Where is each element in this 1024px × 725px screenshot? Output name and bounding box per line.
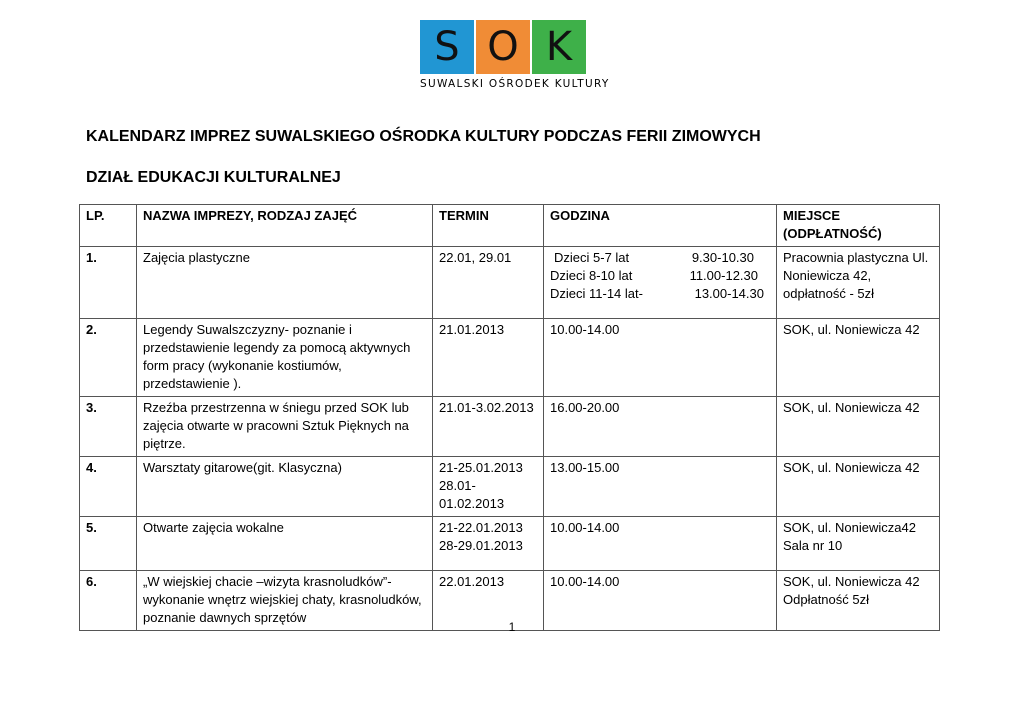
row-place: SOK, ul. Noniewicza 42 — [777, 319, 940, 397]
row-lp: 5. — [80, 517, 137, 571]
row-hour: 10.00-14.00 — [544, 319, 777, 397]
hour-line — [550, 285, 770, 303]
document-subtitle: DZIAŁ EDUKACJI KULTURALNEJ — [86, 169, 341, 186]
logo-letters — [420, 20, 588, 74]
hour-line — [550, 267, 770, 285]
page-number: 1 — [508, 620, 516, 634]
row-place: SOK, ul. Noniewicza42 Sala nr 10 — [777, 517, 940, 571]
row-name: „W wiejskiej chacie –wizyta krasnoludków”- wykonanie wnętrz wiejskiej chaty, krasnoludków, poznanie dawnych sprzętów — [137, 571, 433, 631]
row-hour: 10.00-14.00 — [544, 517, 777, 571]
row-name: Warsztaty gitarowe(git. Klasyczna) — [137, 457, 433, 517]
hour-group: Dzieci 8-10 lat — [550, 268, 633, 283]
document-title: KALENDARZ IMPREZ SUWALSKIEGO OŚRODKA KULTURY PODCZAS FERII ZIMOWYCH — [86, 128, 761, 145]
row-term: 22.01.2013 — [433, 571, 544, 631]
table-row — [80, 247, 940, 319]
hour-group: Dzieci 5-7 lat — [554, 250, 630, 265]
row-name: Zajęcia plastyczne — [137, 247, 433, 319]
hour-time: 11.00-12.30 — [689, 268, 758, 283]
table-row — [80, 517, 940, 571]
logo-letter-o: O — [476, 20, 530, 74]
hour-time: 13.00-14.30 — [694, 286, 764, 301]
row-hours — [544, 247, 777, 319]
hour-line — [550, 249, 770, 267]
row-name: Rzeźba przestrzenna w śniegu przed SOK lub zajęcia otwarte w pracowni Sztuk Pięknych na piętrze. — [137, 397, 433, 457]
header-hour: GODZINA — [544, 205, 777, 247]
row-lp: 1. — [80, 247, 137, 319]
header-term: TERMIN — [433, 205, 544, 247]
events-table — [79, 204, 940, 631]
row-place: SOK, ul. Noniewicza 42 — [777, 457, 940, 517]
table-row — [80, 457, 940, 517]
row-lp: 3. — [80, 397, 137, 457]
hour-group: Dzieci 11-14 lat- — [550, 286, 643, 301]
sok-logo — [420, 20, 610, 90]
row-term: 21.01-3.02.2013 — [433, 397, 544, 457]
row-term: 21-22.01.2013 28-29.01.2013 — [433, 517, 544, 571]
header-name: NAZWA IMPREZY, RODZAJ ZAJĘĆ — [137, 205, 433, 247]
table-row — [80, 319, 940, 397]
row-lp: 6. — [80, 571, 137, 631]
row-lp: 2. — [80, 319, 137, 397]
hour-time: 9.30-10.30 — [691, 250, 754, 265]
row-place: SOK, ul. Noniewicza 42 Odpłatność 5zł — [777, 571, 940, 631]
row-place: Pracownia plastyczna Ul. Noniewicza 42, odpłatność - 5zł — [777, 247, 940, 319]
row-name: Legendy Suwalszczyzny- poznanie i przedstawienie legendy za pomocą aktywnych form pracy (wykonanie kostiumów, przedstawienie ). — [137, 319, 433, 397]
logo-letter-k: K — [532, 20, 586, 74]
row-lp: 4. — [80, 457, 137, 517]
row-term: 21-25.01.2013 28.01-01.02.2013 — [433, 457, 544, 517]
row-term: 21.01.2013 — [433, 319, 544, 397]
logo-caption: SUWALSKI OŚRODEK KULTURY — [420, 78, 610, 90]
row-hour: 16.00-20.00 — [544, 397, 777, 457]
row-place: SOK, ul. Noniewicza 42 — [777, 397, 940, 457]
row-hour: 10.00-14.00 — [544, 571, 777, 631]
header-place: MIEJSCE (ODPŁATNOŚĆ) — [777, 205, 940, 247]
logo-letter-s: S — [420, 20, 474, 74]
row-term: 22.01, 29.01 — [433, 247, 544, 319]
table-row — [80, 397, 940, 457]
header-lp: LP. — [80, 205, 137, 247]
row-name: Otwarte zajęcia wokalne — [137, 517, 433, 571]
row-hour: 13.00-15.00 — [544, 457, 777, 517]
table-header-row — [80, 205, 940, 247]
